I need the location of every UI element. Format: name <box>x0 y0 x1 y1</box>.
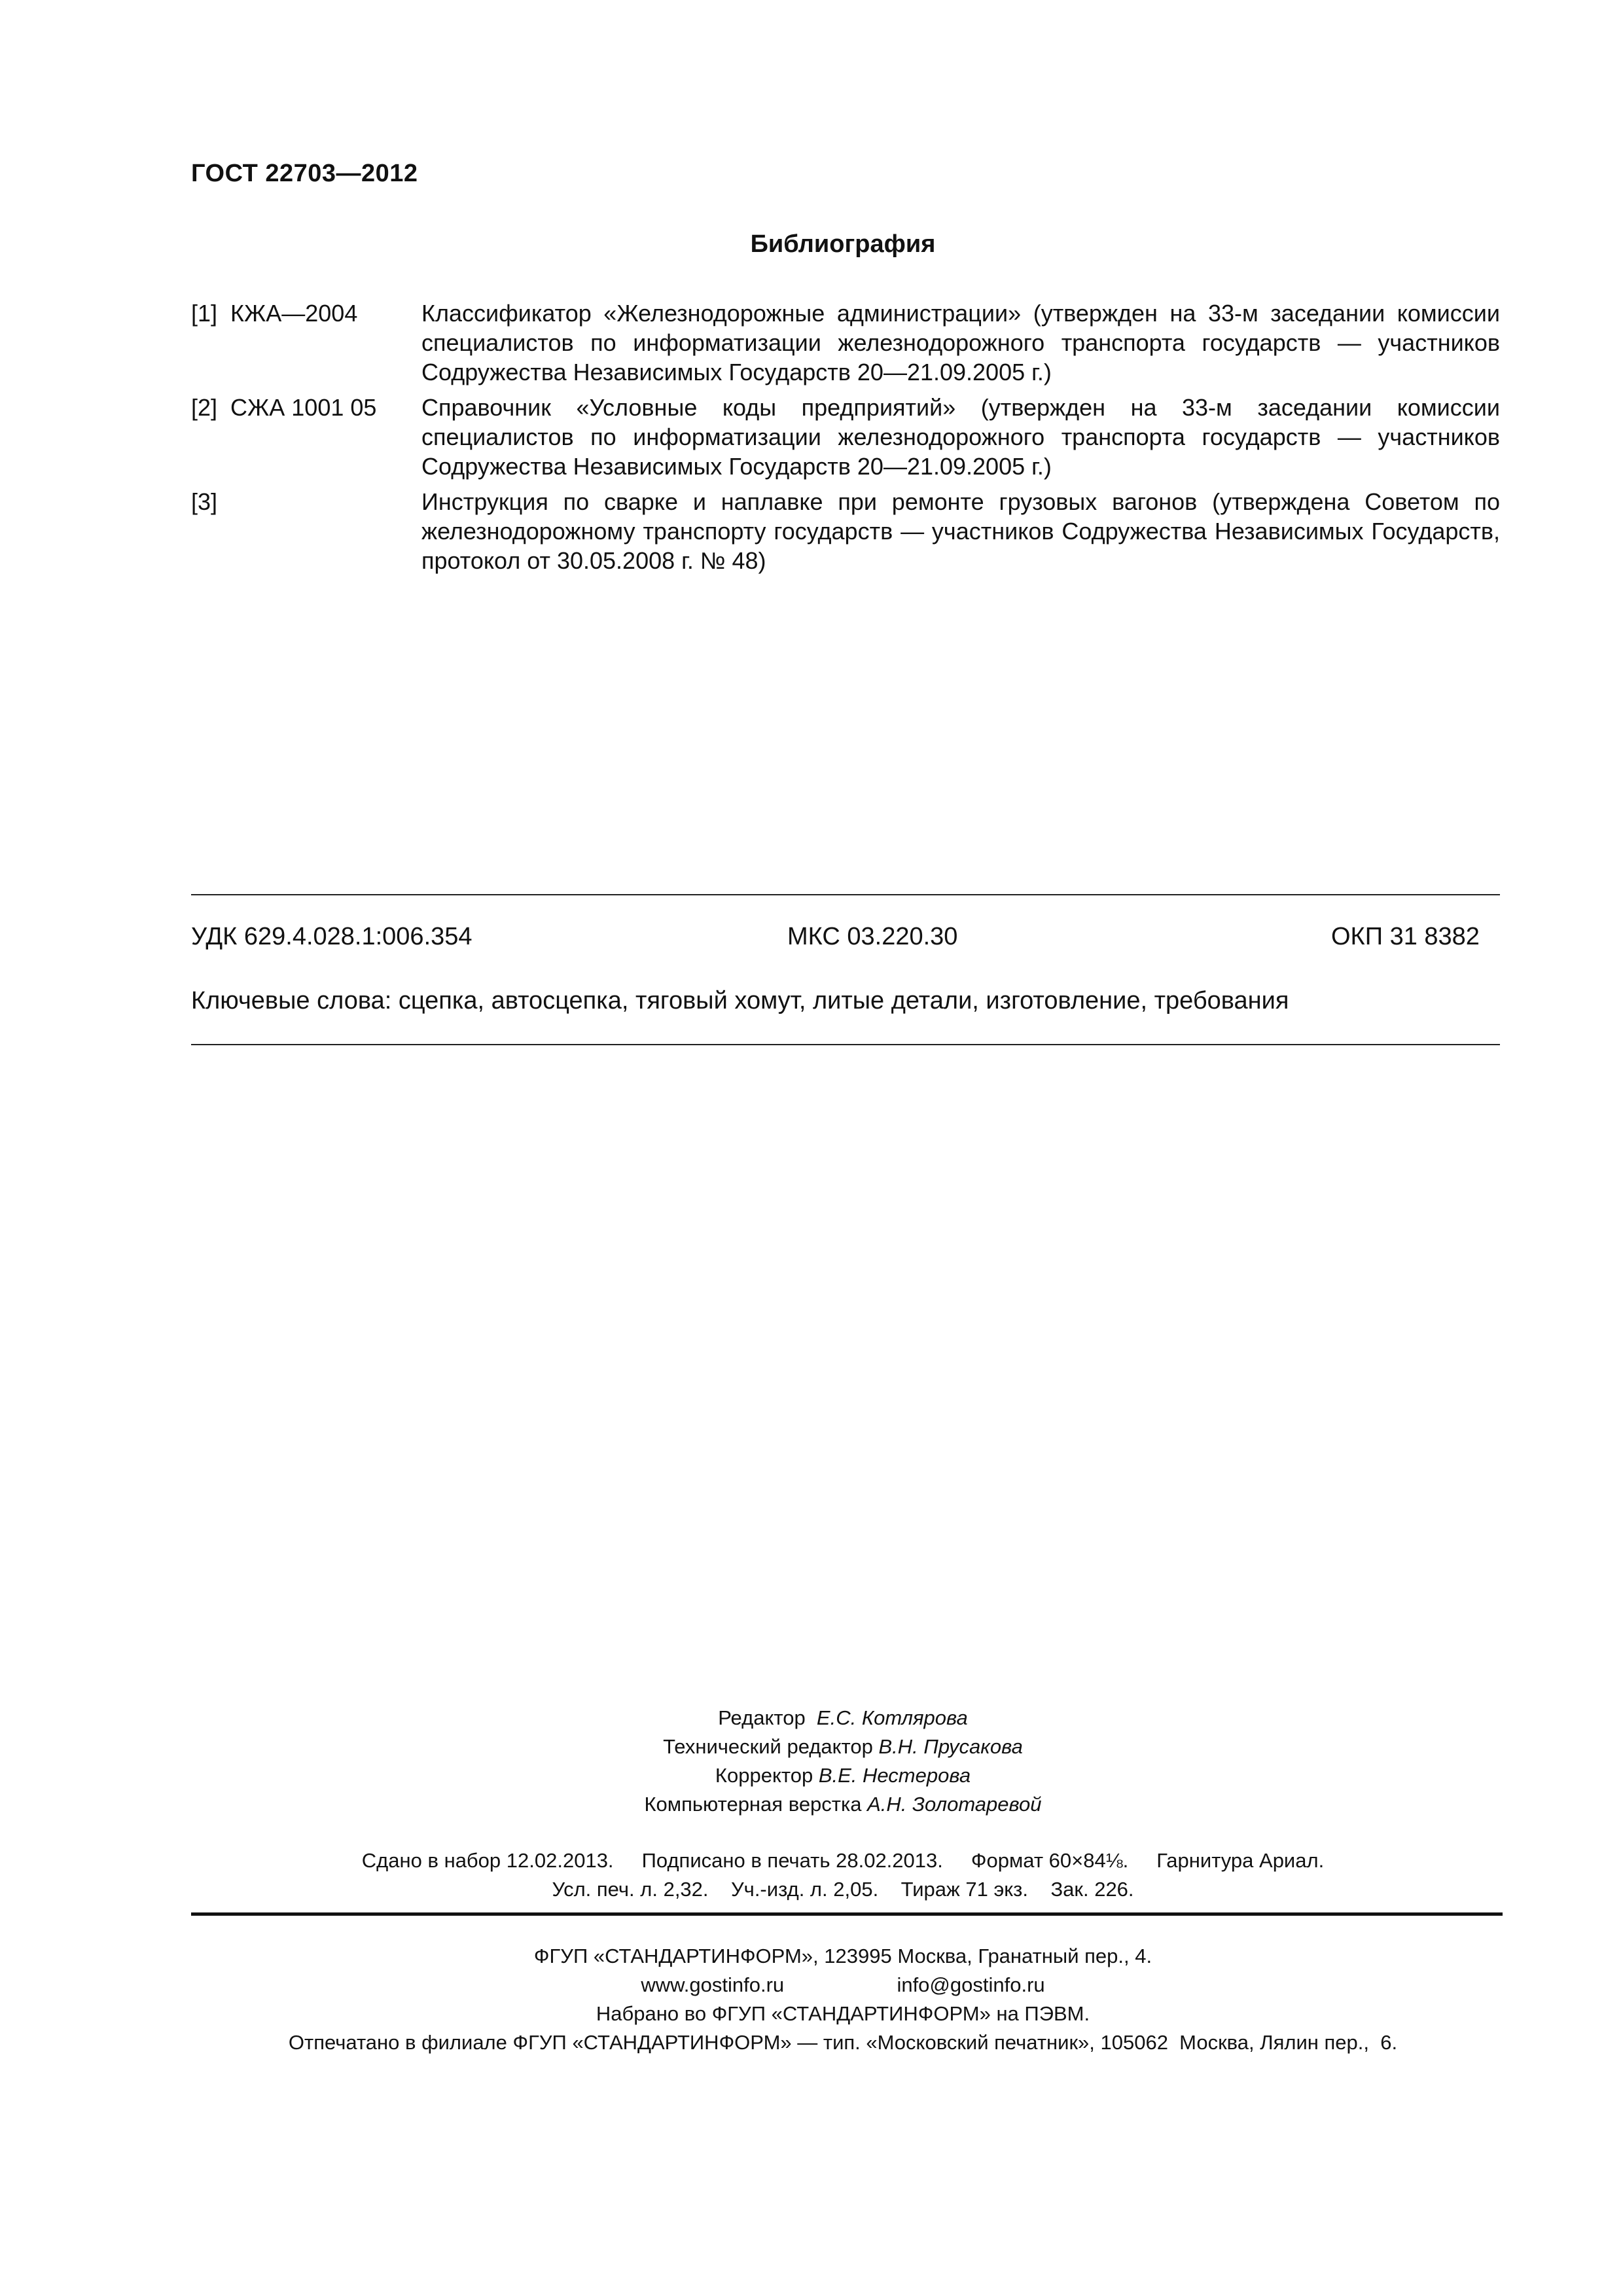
staff-name: А.Н. Золотаревой <box>867 1793 1042 1816</box>
reference-text: Справочник «Условные коды предприятий» (утвержден на 33-м заседании комиссии специалистов по информатизации железнодорожного транспорта государств — участников Содружества Независимых Государств 20—21.09.2005 г.) <box>421 394 1500 480</box>
reference-number: [1] КЖА—2004 <box>191 300 358 327</box>
bibliography-title: Библиография <box>750 230 936 258</box>
staff-role: Технический редактор <box>663 1735 873 1758</box>
staff-role: Компьютерная верстка <box>644 1793 862 1816</box>
divider <box>191 894 1500 895</box>
publisher-address: ФГУП «СТАНДАРТИНФОРМ», 123995 Москва, Гранатный пер., 4. <box>533 1945 1152 1967</box>
staff-line <box>0 1704 1623 1732</box>
typeset-note: Набрано во ФГУП «СТАНДАРТИНФОРМ» на ПЭВМ. <box>596 2002 1090 2025</box>
reference-text: Инструкция по сварке и наплавке при ремонте грузовых вагонов (утверждена Советом по железнодорожному транспорту государств — участников Содружества Независимых Государств, протокол от 30.05.2008 г. № 48) <box>421 488 1500 574</box>
staff-name: Е.С. Котлярова <box>816 1706 968 1729</box>
publisher-website[interactable]: www.gostinfo.ru <box>641 1973 785 1996</box>
document-code: ГОСТ 22703—2012 <box>191 160 418 187</box>
imprint-line: Сдано в набор 12.02.2013. Подписано в печать 28.02.2013. Формат 60×84⅛. Гарнитура Ариал. <box>361 1849 1325 1872</box>
staff-role: Редактор <box>718 1706 806 1729</box>
publisher-email[interactable]: info@gostinfo.ru <box>897 1973 1045 1996</box>
staff-line <box>0 1790 1623 1819</box>
staff-name: В.Н. Прусакова <box>878 1735 1023 1758</box>
divider-thick <box>191 1912 1503 1916</box>
udk-code: УДК 629.4.028.1:006.354 <box>191 923 473 950</box>
publisher-contacts <box>0 1971 1623 2000</box>
staff-role: Корректор <box>715 1764 813 1787</box>
imprint-line: Усл. печ. л. 2,32. Уч.-изд. л. 2,05. Тираж 71 экз. Зак. 226. <box>552 1878 1134 1901</box>
staff-line <box>0 1761 1623 1790</box>
mks-code: МКС 03.220.30 <box>787 923 958 950</box>
reference-text: Классификатор «Железнодорожные администрации» (утвержден на 33-м заседании комиссии специалистов по информатизации железнодорожного транспорта государств — участников Содружества Независимых Государств 20—21.09.2005 г.) <box>421 300 1500 386</box>
reference-number: [2] СЖА 1001 05 <box>191 394 377 421</box>
divider <box>191 1044 1500 1045</box>
printed-note: Отпечатано в филиале ФГУП «СТАНДАРТИНФОРМ» — тип. «Московский печатник», 105062 Москва, Лялин пер., 6. <box>288 2031 1398 2054</box>
staff-line <box>0 1732 1623 1761</box>
staff-name: В.Е. Нестерова <box>818 1764 971 1787</box>
keywords: Ключевые слова: сцепка, автосцепка, тяговый хомут, литые детали, изготовление, требования <box>191 987 1289 1014</box>
reference-number: [3] <box>191 488 218 515</box>
okp-code: ОКП 31 8382 <box>1331 923 1480 950</box>
